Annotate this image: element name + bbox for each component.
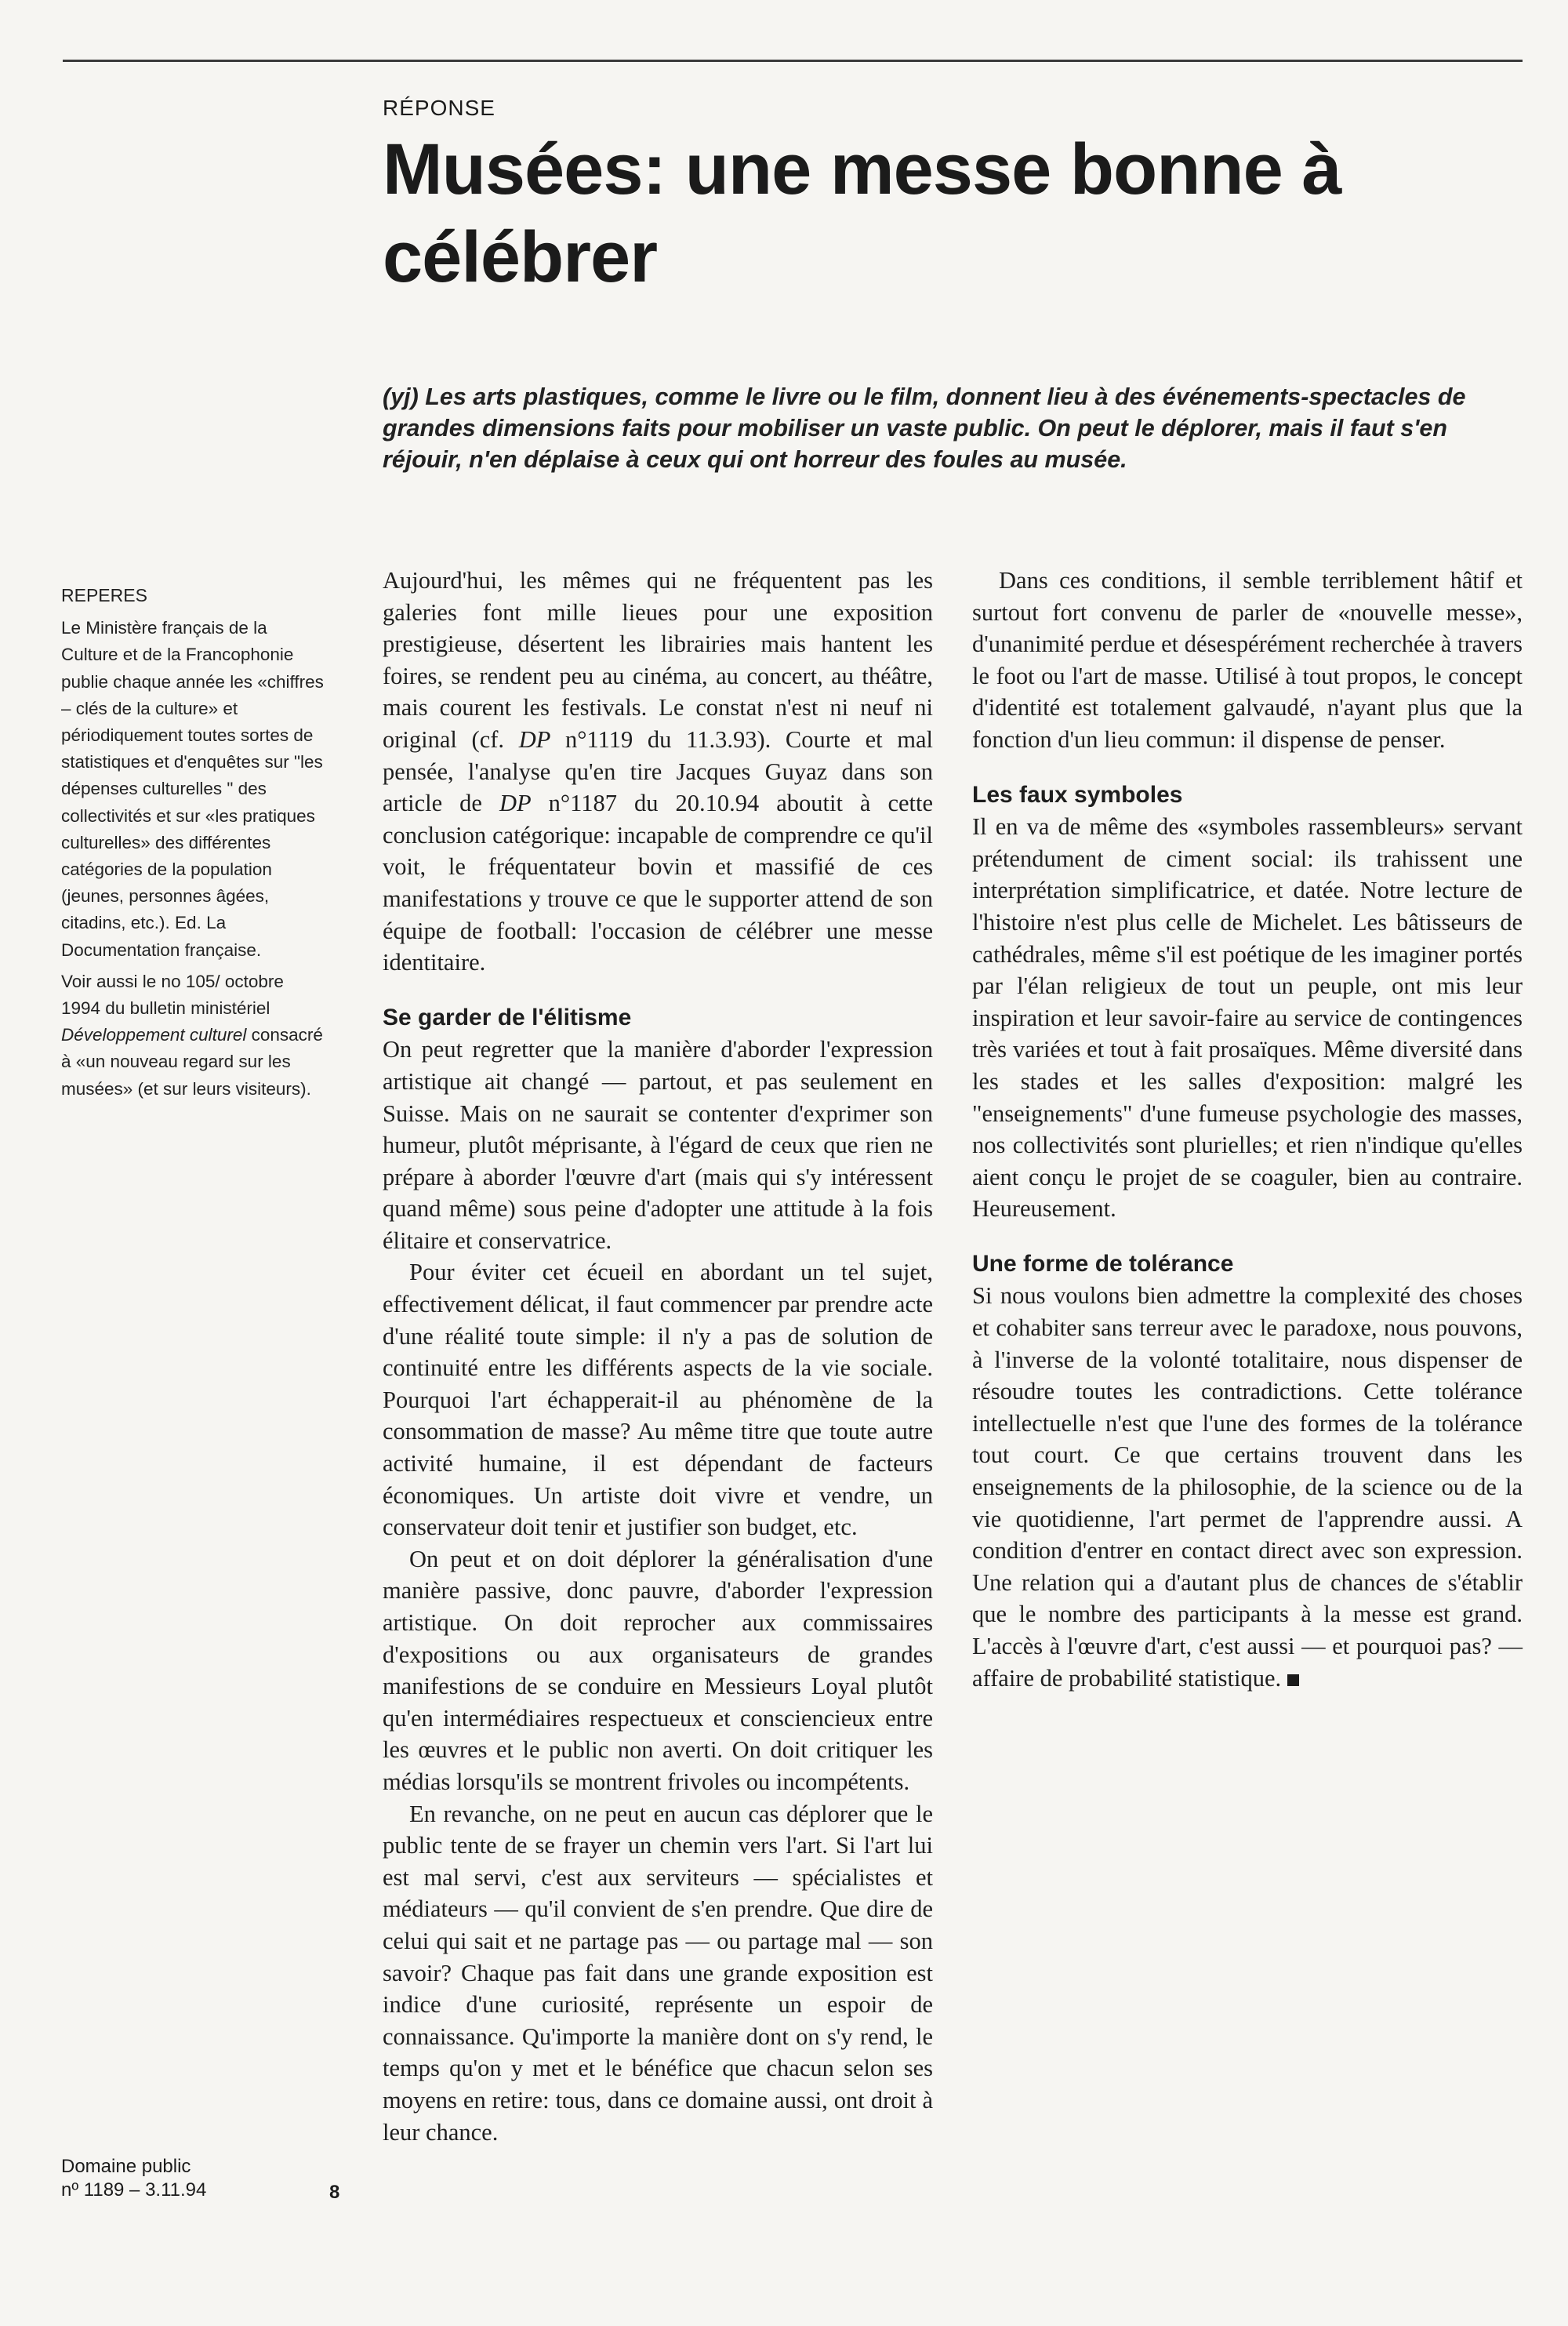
article-lead: (yj) Les arts plastiques, comme le livre ou le film, donnent lieu à des événements-spectacles de grandes dimensions faits pour mobiliser un vaste public. On peut le déplorer, mais il faut s'en réjouir, n'en déplaise à ceux qui ont horreur des foules au musée. xyxy=(383,383,1466,473)
text-run: n°1119 du 11.3.93). Courte et mal pensée, l'analyse qu'en tire Jacques Guyaz dans son article de xyxy=(383,725,934,817)
article-title: Musées: une messe bonne à célébrer xyxy=(383,129,1341,297)
sidebar-italic-title: Développement culturel xyxy=(61,1025,247,1045)
article-column-1 xyxy=(383,565,933,2148)
article-paragraph xyxy=(383,565,933,979)
issue-number: nº 1189 – 3.11.94 xyxy=(61,2179,207,2201)
article-paragraph: On peut regretter que la manière d'aborder l'expression artistique ait changé — partout, et pas seulement en Suisse. Mais on ne saurait se contenter d'exprimer son humeur, plutôt méprisante, à l'égard de ceux que rien ne prépare à aborder l'œuvre d'art (mais qui s'y intéressent quand même) sous peine d'adopter une attitude à la fois élitaire et conservatrice. xyxy=(383,1036,933,1254)
end-of-article-mark xyxy=(1287,1674,1299,1686)
text-run: n°1187 du 20.10.94 aboutit à cette conclusion catégorique: incapable de comprendre ce qu'il voit, le fréquentateur bovin et massifié de ces manifestations y trouve ce que le supporter attend de son équipe de football: l'occasion de célébrer une messe identitaire. xyxy=(383,790,934,976)
text-run-italic: DP xyxy=(518,725,551,753)
sidebar-text: consacré à «un nouveau regard sur les musées» (et sur leurs visiteurs). xyxy=(61,1025,323,1099)
article-paragraph xyxy=(972,1280,1523,1694)
page-number: 8 xyxy=(329,2182,340,2203)
section-heading: Se garder de l'élitisme xyxy=(383,1004,632,1030)
article-column-2 xyxy=(972,565,1523,1694)
sidebar-heading: REPERES xyxy=(61,585,147,605)
section-heading: Une forme de tolérance xyxy=(972,1250,1234,1277)
publication-name: Domaine public xyxy=(61,2156,191,2177)
sidebar-text: Voir aussi le no 105/ octobre 1994 du bulletin ministériel xyxy=(61,971,284,1019)
text-run: Aujourd'hui, les mêmes qui ne fréquentent pas les galeries font mille lieues pour une exposition prestigieuse, désertent les librairies mais hantent les foires, se rendent peu au cinéma, au concert, au théâtre, mais courent les festivals. Le constat n'est ni neuf ni original (cf. xyxy=(383,567,933,753)
article-paragraph: En revanche, on ne peut en aucun cas déplorer que le public tente de se frayer un chemin vers l'art. Si l'art lui est mal servi, c'est aux serviteurs — spécialistes et médiateurs — qu'il convient de s'en prendre. Que dire de celui qui sait et ne partage pas — ou partage mal — son savoir? Chaque pas fait dans une grande exposition est indice d'une curiosité, représente un espoir de connaissance. Qu'importe la manière dont on s'y rend, le temps qu'on y met et le bénéfice que chacun selon ses moyens en retire: tous, dans ce domaine aussi, ont droit à leur chance. xyxy=(383,1800,933,2146)
sidebar-paragraph: Le Ministère français de la Culture et de la Francophonie publie chaque année les «chiffres – clés de la culture» et périodiquement toutes sortes de statistiques et d'enquêtes sur "les dépenses culturelles " des collectivités et sur «les pratiques culturelles» des différentes catégories de la population (jeunes, personnes âgées, citadins, etc.). Ed. La Documentation française. xyxy=(61,618,324,960)
article-paragraph: Dans ces conditions, il semble terriblement hâtif et surtout fort convenu de parler de «nouvelle messe», d'unanimité perdue et désespérément recherchée à travers le foot ou l'art de masse. Utilisé à tout propos, le concept d'identité est totalement galvaudé, n'ayant plus que la fonction d'un lieu commun: il dispense de penser. xyxy=(972,567,1523,753)
section-kicker: RÉPONSE xyxy=(383,96,495,120)
article-paragraph: Pour éviter cet écueil en abordant un tel sujet, effectivement délicat, il faut commencer par prendre acte d'une réalité toute simple: il n'y a pas de solution de continuité entre les différents aspects de la vie sociale. Pourquoi l'art échapperait-il au phénomène de la consommation de masse? Au même titre que toute autre activité humaine, il est dépendant de facteurs économiques. Un artiste doit vivre et vendre, un conservateur doit tenir et justifier son budget, etc. xyxy=(383,1259,933,1541)
article-paragraph: Il en va de même des «symboles rassembleurs» servant prétendument de ciment social: ils trahissent une interprétation simplificatrice, et datée. Notre lecture de l'histoire n'est plus celle de Michelet. Les bâtisseurs de cathédrales, même s'il est poétique de les imaginer portés par l'élan religieux de tout un peuple, ont mis leur inspiration et leur savoir-faire au service de contingences très variées et tout à fait prosaïques. Même diversité dans les stades et les salles d'exposition: malgré les "enseignements" d'une fumeuse psychologie des masses, nos collectivités sont plurielles; et rien n'indique qu'elles aient conçu le projet de se coaguler, bien au contraire. Heureusement. xyxy=(972,813,1523,1223)
article-paragraph: On peut et on doit déplorer la généralisation d'une manière passive, donc pauvre, d'aborder l'expression artistique. On doit reprocher aux commissaires d'expositions ou aux organisateurs de grandes manifestions de se conduire en Messieurs Loyal plutôt qu'en intermédiaires respectueux et consciencieux entre les œuvres et le public non averti. On doit critiquer les médias lorsqu'ils se montrent frivoles ou incompétents. xyxy=(383,1545,933,1795)
sidebar-paragraph xyxy=(61,969,328,1103)
top-rule xyxy=(63,60,1523,62)
footer-publication xyxy=(61,2155,206,2202)
section-heading: Les faux symboles xyxy=(972,781,1183,808)
sidebar-reperes xyxy=(61,582,328,1107)
text-run: Si nous voulons bien admettre la complexité des choses et cohabiter sans terreur avec le paradoxe, nous pouvons, à l'inverse de la volonté totalitaire, nous dispenser de résoudre toutes les contradictions. Cette tolérance intellectuelle n'est que l'une des formes de la tolérance tout court. Ce que certains trouvent dans les enseignements de la philosophie, de la science ou de la vie quotidienne, l'art permet de l'apprendre aussi. A condition d'entrer en contact direct avec son expression. Une relation qui a d'autant plus de chances de s'établir que le nombre des participants à la messe est grand. L'accès à l'œuvre d'art, c'est aussi — et pourquoi pas? — affaire de probabilité statistique. xyxy=(972,1282,1523,1692)
text-run-italic: DP xyxy=(499,790,532,817)
